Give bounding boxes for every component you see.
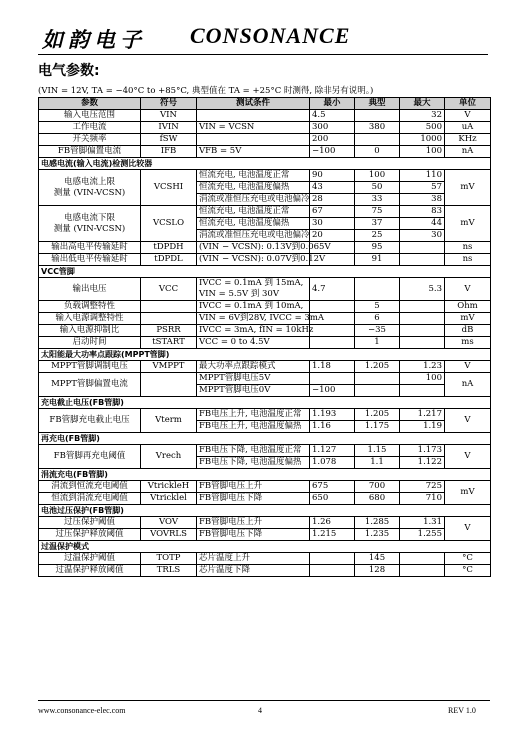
table-cell <box>400 565 445 577</box>
table-cell: mV <box>445 206 491 242</box>
table-cell <box>355 278 400 301</box>
table-cell: −100 <box>310 385 355 397</box>
table-cell: FB管脚电压上升 <box>197 517 310 529</box>
electrical-parameters-table <box>38 97 491 577</box>
table-cell: 过压保护释放阈值 <box>39 529 141 541</box>
table-row <box>39 146 491 158</box>
table-cell <box>355 110 400 122</box>
footer-divider <box>38 700 490 701</box>
table-cell: VMPPT <box>141 361 197 373</box>
table-cell: 1000 <box>400 134 445 146</box>
col-header: 测试条件 <box>197 98 310 110</box>
table-cell: IVCC = 0.1mA 到 10mA, <box>197 301 310 313</box>
table-cell: 输出高电平传输延时 <box>39 242 141 254</box>
table-cell: 过温保护模式 <box>39 541 491 553</box>
table-cell <box>197 134 310 146</box>
table-cell: mV <box>445 481 491 505</box>
col-header: 单位 <box>445 98 491 110</box>
table-cell: 恒流充电, 电池温度正常 <box>197 170 310 182</box>
table-cell <box>400 254 445 266</box>
table-cell: 过温保护释放阈值 <box>39 565 141 577</box>
table-cell <box>355 373 400 385</box>
table-cell: ms <box>445 337 491 349</box>
table-cell: PSRR <box>141 325 197 337</box>
table-cell: TOTP <box>141 553 197 565</box>
table-cell <box>141 373 197 397</box>
table-cell: 37 <box>355 218 400 230</box>
table-cell: 200 <box>310 134 355 146</box>
param-line: FB管脚再充电阈值 <box>53 451 126 461</box>
company-logo-cn: 如韵电子 <box>42 27 146 52</box>
table-cell: 1.23 <box>400 361 445 373</box>
table-cell: 输入电源抑制比 <box>39 325 141 337</box>
table-row <box>39 565 491 577</box>
table-cell <box>310 553 355 565</box>
table-cell: Vterm <box>141 409 197 433</box>
table-cell <box>400 301 445 313</box>
table-cell: 输入电压范围 <box>39 110 141 122</box>
table-cell: 输出电压 <box>39 278 141 301</box>
table-cell: V <box>445 361 491 373</box>
table-cell: 5.3 <box>400 278 445 301</box>
table-cell <box>400 385 445 397</box>
table-cell: 恒流充电, 电池温度偏热 <box>197 218 310 230</box>
table-cell: 30 <box>310 218 355 230</box>
table-row <box>39 349 491 361</box>
table-cell: 1.205 <box>355 409 400 421</box>
table-cell: 恒流充电, 电池温度偏热 <box>197 182 310 194</box>
table-row <box>39 529 491 541</box>
table-cell: 90 <box>310 170 355 182</box>
table-cell: 75 <box>355 206 400 218</box>
table-row <box>39 493 491 505</box>
table-cell <box>400 337 445 349</box>
page-header <box>38 22 488 55</box>
table-cell: 300 <box>310 122 355 134</box>
table-cell <box>310 325 355 337</box>
table-cell <box>197 278 310 301</box>
table-cell: VCC管脚 <box>39 266 491 278</box>
table-cell: MPPT管脚电压0V <box>197 385 310 397</box>
table-cell: 100 <box>355 170 400 182</box>
table-cell: 675 <box>310 481 355 493</box>
param-line: 电感电流下限 <box>63 212 115 223</box>
table-cell: 1.26 <box>310 517 355 529</box>
table-cell: (VIN − VCSN): 0.07V到0.12V <box>197 254 310 266</box>
table-cell: 恒流充电, 电池温度正常 <box>197 206 310 218</box>
table-cell: 25 <box>355 230 400 242</box>
table-cell: FB管脚电压下降 <box>197 493 310 505</box>
param-line: 测量 (VIN-VCSN) <box>53 223 126 234</box>
table-cell: 1.31 <box>400 517 445 529</box>
table-cell <box>310 373 355 385</box>
table-cell: 4.5 <box>310 110 355 122</box>
table-cell: 91 <box>355 254 400 266</box>
table-row <box>39 242 491 254</box>
table-row <box>39 278 491 301</box>
condition-line: VIN = 5.5V 到 30V <box>199 289 279 299</box>
table-cell: VIN <box>141 110 197 122</box>
table-cell: VIN = 6V到28V, IVCC = 3mA <box>197 313 310 325</box>
table-cell: 1.19 <box>400 421 445 433</box>
table-cell: 100 <box>400 373 445 385</box>
table-cell <box>400 242 445 254</box>
table-row <box>39 325 491 337</box>
table-cell: 650 <box>310 493 355 505</box>
table-cell: 1.18 <box>310 361 355 373</box>
table-cell: VCSLO <box>141 206 197 242</box>
table-cell: V <box>445 409 491 433</box>
col-header: 符号 <box>141 98 197 110</box>
table-cell: 380 <box>355 122 400 134</box>
table-cell: FB电压下降, 电池温度偏热 <box>197 457 310 469</box>
table-header-row <box>39 98 491 110</box>
table-cell: 500 <box>400 122 445 134</box>
table-row <box>39 541 491 553</box>
table-cell: Vrech <box>141 445 197 469</box>
section-title: 电气参数: <box>38 63 100 79</box>
table-cell: 83 <box>400 206 445 218</box>
table-row <box>39 170 491 182</box>
table-cell: 涓流或准恒压充电或电池偏冷 <box>197 194 310 206</box>
col-header: 最小 <box>310 98 355 110</box>
table-row <box>39 505 491 517</box>
table-cell: 0 <box>355 146 400 158</box>
table-cell: 1 <box>355 337 400 349</box>
table-cell: VCC <box>141 278 197 301</box>
table-cell: 700 <box>355 481 400 493</box>
table-cell: 1.15 <box>355 445 400 457</box>
table-cell: FB管脚电压下降 <box>197 529 310 541</box>
table-cell <box>355 385 400 397</box>
company-logo-en: CONSONANCE <box>190 23 351 48</box>
table-cell: 1.193 <box>310 409 355 421</box>
table-row <box>39 409 491 421</box>
table-cell: 恒流到涓流充电阈值 <box>39 493 141 505</box>
table-row <box>39 110 491 122</box>
table-cell <box>39 409 141 433</box>
table-cell: 1.255 <box>400 529 445 541</box>
table-row <box>39 337 491 349</box>
table-cell: dB <box>445 325 491 337</box>
table-cell: 1.175 <box>355 421 400 433</box>
table-cell: 负载调整特性 <box>39 301 141 313</box>
table-cell <box>400 325 445 337</box>
table-cell: 再充电(FB管脚) <box>39 433 491 445</box>
table-row <box>39 517 491 529</box>
table-cell: mV <box>445 170 491 206</box>
table-cell <box>310 337 355 349</box>
table-cell: KHz <box>445 134 491 146</box>
table-cell: 1.205 <box>355 361 400 373</box>
table-row <box>39 469 491 481</box>
table-row <box>39 373 491 385</box>
table-cell: 涓流充电(FB管脚) <box>39 469 491 481</box>
table-cell: V <box>445 445 491 469</box>
table-cell: VCC = 0 to 4.5V <box>197 337 310 349</box>
table-cell: VOV <box>141 517 197 529</box>
table-cell <box>400 553 445 565</box>
table-cell: 1.217 <box>400 409 445 421</box>
table-cell: IVIN <box>141 122 197 134</box>
table-cell: FB管脚电压上升 <box>197 481 310 493</box>
table-cell: 710 <box>400 493 445 505</box>
table-cell: 28 <box>310 194 355 206</box>
col-header: 参数 <box>39 98 141 110</box>
table-cell: 95 <box>355 242 400 254</box>
table-cell: 57 <box>400 182 445 194</box>
table-cell: 38 <box>400 194 445 206</box>
table-cell: 32 <box>400 110 445 122</box>
table-cell: FB管脚偏置电流 <box>39 146 141 158</box>
table-cell: 33 <box>355 194 400 206</box>
table-cell: °C <box>445 553 491 565</box>
table-cell: 1.1 <box>355 457 400 469</box>
table-cell <box>39 170 141 206</box>
table-cell: 1.285 <box>355 517 400 529</box>
table-cell: 30 <box>400 230 445 242</box>
condition-line: IVCC = 0.1mA 到 15mA, <box>199 278 304 288</box>
table-cell: FB电压上升, 电池温度偏热 <box>197 421 310 433</box>
table-cell <box>310 301 355 313</box>
table-cell: 芯片温度下降 <box>197 565 310 577</box>
table-cell <box>39 206 141 242</box>
table-cell: FB电压上升, 电池温度正常 <box>197 409 310 421</box>
table-cell: MPPT管脚调制电压 <box>39 361 141 373</box>
table-cell: 开关频率 <box>39 134 141 146</box>
table-cell: 1.122 <box>400 457 445 469</box>
table-cell <box>355 134 400 146</box>
table-cell: 100 <box>400 146 445 158</box>
table-cell: nA <box>445 146 491 158</box>
table-cell: 电感电流(输入电流)检测比较器 <box>39 158 491 170</box>
table-cell: 128 <box>355 565 400 577</box>
table-cell: V <box>445 110 491 122</box>
table-cell: 145 <box>355 553 400 565</box>
table-row <box>39 433 491 445</box>
table-cell: 1.16 <box>310 421 355 433</box>
table-cell: tDPDH <box>141 242 197 254</box>
table-row <box>39 361 491 373</box>
table-row <box>39 266 491 278</box>
table-cell: 43 <box>310 182 355 194</box>
table-cell: IFB <box>141 146 197 158</box>
table-cell: VOVRLS <box>141 529 197 541</box>
col-header: 典型 <box>355 98 400 110</box>
table-cell: 涓流或准恒压充电或电池偏冷 <box>197 230 310 242</box>
table-cell: VCSHI <box>141 170 197 206</box>
table-cell: 1.078 <box>310 457 355 469</box>
table-cell: 过温保护阈值 <box>39 553 141 565</box>
table-cell: Ohm <box>445 301 491 313</box>
table-cell: 输出低电平传输延时 <box>39 254 141 266</box>
table-cell: 芯片温度上升 <box>197 553 310 565</box>
table-cell: (VIN − VCSN): 0.13V到0.065V <box>197 242 310 254</box>
table-cell: IVCC = 3mA, fIN = 10kHz <box>197 325 310 337</box>
table-cell: 输入电源调整特性 <box>39 313 141 325</box>
table-cell: 44 <box>400 218 445 230</box>
table-row <box>39 313 491 325</box>
table-cell: FB电压下降, 电池温度正常 <box>197 445 310 457</box>
table-cell <box>197 110 310 122</box>
table-cell: −35 <box>355 325 400 337</box>
table-cell: 5 <box>355 301 400 313</box>
table-cell <box>400 313 445 325</box>
table-cell: tSTART <box>141 337 197 349</box>
table-cell: 50 <box>355 182 400 194</box>
table-cell: 4.7 <box>310 278 355 301</box>
table-cell: 67 <box>310 206 355 218</box>
table-row <box>39 553 491 565</box>
table-cell: MPPT管脚电压5V <box>197 373 310 385</box>
table-cell: 太阳能最大功率点跟踪(MPPT管脚) <box>39 349 491 361</box>
col-header: 最大 <box>400 98 445 110</box>
table-cell: ns <box>445 254 491 266</box>
table-cell: °C <box>445 565 491 577</box>
table-cell: 工作电流 <box>39 122 141 134</box>
param-line: FB管脚充电截止电压 <box>49 415 130 425</box>
table-cell: tDPDL <box>141 254 197 266</box>
table-cell: 充电截止电压(FB管脚) <box>39 397 491 409</box>
table-cell: 启动时间 <box>39 337 141 349</box>
revision: REV 1.0 <box>448 706 476 715</box>
table-cell: uA <box>445 122 491 134</box>
table-cell: V <box>445 278 491 301</box>
table-cell: ns <box>445 242 491 254</box>
table-cell: 110 <box>400 170 445 182</box>
table-cell: VFB = 5V <box>197 146 310 158</box>
table-row <box>39 301 491 313</box>
table-cell: VtrickleH <box>141 481 197 493</box>
test-conditions: (VIN = 12V, TA = −40°C to +85°C, 典型值在 TA = +25°C 时测得, 除非另有说明。) <box>38 86 374 96</box>
table-row <box>39 158 491 170</box>
table-cell: 电池过压保护(FB管脚) <box>39 505 491 517</box>
table-cell: Vtricklel <box>141 493 197 505</box>
table-cell: 725 <box>400 481 445 493</box>
table-cell: 6 <box>355 313 400 325</box>
table-cell <box>310 565 355 577</box>
table-cell <box>141 313 197 325</box>
table-cell <box>141 301 197 313</box>
param-line: 测量 (VIN-VCSN) <box>53 187 126 198</box>
table-cell: MPPT管脚偏置电流 <box>39 373 141 397</box>
param-line: 电感电流上限 <box>63 176 115 187</box>
table-cell: nA <box>445 373 491 397</box>
table-cell: 1.127 <box>310 445 355 457</box>
table-cell: 680 <box>355 493 400 505</box>
table-row <box>39 122 491 134</box>
table-cell: 最大功率点跟踪模式 <box>197 361 310 373</box>
table-cell: 涓流到恒流充电阈值 <box>39 481 141 493</box>
table-cell: VIN = VCSN <box>197 122 310 134</box>
table-cell: mV <box>445 313 491 325</box>
page-number: 4 <box>258 706 262 715</box>
table-cell: −100 <box>310 146 355 158</box>
table-row <box>39 397 491 409</box>
table-cell: 20 <box>310 230 355 242</box>
table-cell: 过压保护阈值 <box>39 517 141 529</box>
table-cell: fSW <box>141 134 197 146</box>
table-row <box>39 134 491 146</box>
footer-url: www.consonance-elec.com <box>38 706 126 715</box>
table-row <box>39 445 491 457</box>
table-cell: TRLS <box>141 565 197 577</box>
table-cell: V <box>445 517 491 541</box>
table-cell: 1.215 <box>310 529 355 541</box>
table-row <box>39 481 491 493</box>
table-row <box>39 254 491 266</box>
table-row <box>39 206 491 218</box>
table-cell: 1.235 <box>355 529 400 541</box>
table-cell <box>39 445 141 469</box>
table-cell: 1.173 <box>400 445 445 457</box>
